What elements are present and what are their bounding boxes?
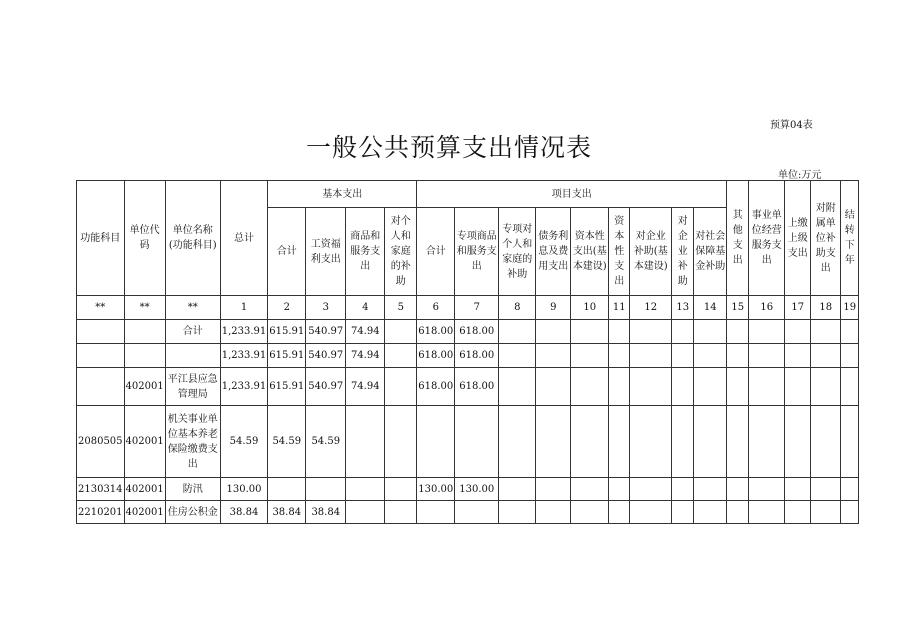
budget-table <box>76 180 859 524</box>
cell-project-sum: 618.00 <box>417 344 455 368</box>
index-cell: 7 <box>455 296 499 320</box>
cell-empty <box>385 320 417 344</box>
cell-special-goods: 618.00 <box>455 320 499 344</box>
cell-goods: 74.94 <box>346 368 385 406</box>
header-unit-code: 单位代码 <box>124 181 165 296</box>
cell-empty <box>785 368 811 406</box>
header-capital-basic: 资本性支出(基本建设) <box>571 208 609 296</box>
cell-total: 130.00 <box>220 478 268 501</box>
cell-empty <box>785 344 811 368</box>
header-capital: 资本性支出 <box>609 208 630 296</box>
header-special-goods: 专项商品和服务支出 <box>455 208 499 296</box>
cell-total: 1,233.91 <box>220 344 268 368</box>
header-total: 总计 <box>220 181 268 296</box>
unit-label: 单位:万元 <box>778 170 822 181</box>
cell-empty <box>571 368 609 406</box>
cell-empty <box>785 478 811 501</box>
cell-basic-sum: 38.84 <box>268 501 306 524</box>
cell-empty <box>385 368 417 406</box>
cell-empty <box>785 320 811 344</box>
header-carry-over: 结转下年 <box>841 181 859 296</box>
cell-empty <box>672 320 694 344</box>
cell-empty <box>811 368 841 406</box>
cell-empty <box>609 501 630 524</box>
cell-basic-sum: 615.91 <box>268 320 306 344</box>
cell-empty <box>609 320 630 344</box>
index-cell: 13 <box>672 296 694 320</box>
table-row <box>77 406 859 478</box>
cell-project-sum: 130.00 <box>417 478 455 501</box>
header-personal-subsidy: 对个人和家庭的补助 <box>385 208 417 296</box>
header-subsidiary: 对附属单位补助支出 <box>811 181 841 296</box>
cell-empty <box>727 478 749 501</box>
cell-func <box>77 368 125 406</box>
index-cell: 10 <box>571 296 609 320</box>
cell-empty <box>536 478 571 501</box>
cell-name: 防汛 <box>165 478 220 501</box>
index-cell: ** <box>77 296 125 320</box>
cell-empty <box>571 406 609 478</box>
cell-empty <box>609 406 630 478</box>
cell-empty <box>672 368 694 406</box>
cell-wage: 540.97 <box>306 368 346 406</box>
cell-project-sum: 618.00 <box>417 368 455 406</box>
cell-basic-sum <box>268 478 306 501</box>
cell-name <box>165 344 220 368</box>
index-cell: 16 <box>749 296 785 320</box>
cell-empty <box>385 344 417 368</box>
index-cell: 9 <box>536 296 571 320</box>
cell-empty <box>630 368 672 406</box>
cell-basic-sum: 615.91 <box>268 368 306 406</box>
cell-func: 2130314 <box>77 478 125 501</box>
cell-code: 402001 <box>124 478 165 501</box>
cell-special-goods: 618.00 <box>455 344 499 368</box>
header-other: 其他支出 <box>727 181 749 296</box>
cell-empty <box>571 320 609 344</box>
header-debt: 债务利息及费用支出 <box>536 208 571 296</box>
index-cell: 2 <box>268 296 306 320</box>
page-title: 一般公共预算支出情况表 <box>305 133 592 162</box>
cell-empty <box>727 501 749 524</box>
cell-empty <box>749 344 785 368</box>
cell-empty <box>499 478 536 501</box>
cell-empty <box>811 344 841 368</box>
cell-empty <box>630 501 672 524</box>
index-cell: 6 <box>417 296 455 320</box>
table-row <box>77 501 859 524</box>
cell-empty <box>749 368 785 406</box>
cell-code: 402001 <box>124 368 165 406</box>
cell-empty <box>811 406 841 478</box>
cell-special-goods: 130.00 <box>455 478 499 501</box>
index-row <box>77 296 859 320</box>
cell-empty <box>841 344 859 368</box>
header-basic-group: 基本支出 <box>268 181 417 208</box>
cell-name: 合计 <box>165 320 220 344</box>
cell-empty <box>841 501 859 524</box>
cell-wage: 540.97 <box>306 320 346 344</box>
cell-name: 平江县应急管理局 <box>165 368 220 406</box>
header-wage: 工资福利支出 <box>306 208 346 296</box>
cell-empty <box>811 320 841 344</box>
cell-empty <box>536 501 571 524</box>
cell-goods <box>346 478 385 501</box>
cell-empty <box>694 478 727 501</box>
cell-empty <box>536 320 571 344</box>
index-cell: 8 <box>499 296 536 320</box>
index-cell: 17 <box>785 296 811 320</box>
cell-empty <box>609 368 630 406</box>
cell-code <box>124 320 165 344</box>
cell-empty <box>571 344 609 368</box>
cell-special-goods <box>455 406 499 478</box>
cell-func <box>77 344 125 368</box>
cell-empty <box>499 320 536 344</box>
cell-code: 402001 <box>124 501 165 524</box>
header-unit-name: 单位名称(功能科目) <box>165 181 220 296</box>
cell-empty <box>499 406 536 478</box>
cell-goods: 74.94 <box>346 320 385 344</box>
cell-empty <box>672 478 694 501</box>
cell-empty <box>841 478 859 501</box>
cell-wage: 54.59 <box>306 406 346 478</box>
cell-empty <box>749 406 785 478</box>
table-row <box>77 478 859 501</box>
cell-empty <box>749 320 785 344</box>
table-row <box>77 344 859 368</box>
cell-goods <box>346 406 385 478</box>
cell-func: 2080505 <box>77 406 125 478</box>
cell-basic-sum: 54.59 <box>268 406 306 478</box>
cell-goods: 74.94 <box>346 344 385 368</box>
index-cell: 1 <box>220 296 268 320</box>
cell-empty <box>785 406 811 478</box>
index-cell: 14 <box>694 296 727 320</box>
cell-empty <box>727 368 749 406</box>
cell-func: 2210201 <box>77 501 125 524</box>
header-enterprise-basic: 对企业补助(基本建设) <box>630 208 672 296</box>
cell-empty <box>785 501 811 524</box>
cell-empty <box>630 478 672 501</box>
header-social-security: 对社会保障基金补助 <box>694 208 727 296</box>
cell-empty <box>499 368 536 406</box>
header-basic-sum: 合计 <box>268 208 306 296</box>
cell-project-sum <box>417 501 455 524</box>
header-goods: 商品和服务支出 <box>346 208 385 296</box>
index-cell: 19 <box>841 296 859 320</box>
header-func-code: 功能科目 <box>77 181 125 296</box>
index-cell: 15 <box>727 296 749 320</box>
cell-empty <box>749 501 785 524</box>
index-cell: 4 <box>346 296 385 320</box>
cell-empty <box>811 478 841 501</box>
cell-empty <box>609 344 630 368</box>
index-cell: 18 <box>811 296 841 320</box>
table-row <box>77 368 859 406</box>
cell-empty <box>749 478 785 501</box>
cell-empty <box>841 320 859 344</box>
cell-empty <box>630 344 672 368</box>
cell-empty <box>694 344 727 368</box>
index-cell: ** <box>165 296 220 320</box>
cell-code <box>124 344 165 368</box>
cell-project-sum: 618.00 <box>417 320 455 344</box>
cell-empty <box>571 478 609 501</box>
cell-wage: 540.97 <box>306 344 346 368</box>
cell-empty <box>694 368 727 406</box>
cell-empty <box>727 406 749 478</box>
cell-basic-sum: 615.91 <box>268 344 306 368</box>
cell-empty <box>536 406 571 478</box>
cell-total: 1,233.91 <box>220 320 268 344</box>
cell-empty <box>811 501 841 524</box>
cell-empty <box>727 344 749 368</box>
cell-special-goods <box>455 501 499 524</box>
cell-empty <box>727 320 749 344</box>
cell-code: 402001 <box>124 406 165 478</box>
cell-empty <box>694 501 727 524</box>
index-cell: 11 <box>609 296 630 320</box>
index-cell: 12 <box>630 296 672 320</box>
index-cell: ** <box>124 296 165 320</box>
cell-func <box>77 320 125 344</box>
header-project-group: 项目支出 <box>417 181 727 208</box>
cell-empty <box>499 501 536 524</box>
cell-empty <box>499 344 536 368</box>
index-cell: 3 <box>306 296 346 320</box>
cell-wage <box>306 478 346 501</box>
cell-empty <box>609 478 630 501</box>
cell-empty <box>841 406 859 478</box>
cell-empty <box>672 501 694 524</box>
cell-empty <box>694 406 727 478</box>
cell-empty <box>630 406 672 478</box>
index-cell: 5 <box>385 296 417 320</box>
cell-empty <box>630 320 672 344</box>
cell-empty <box>385 501 417 524</box>
table-row <box>77 320 859 344</box>
header-project-sum: 合计 <box>417 208 455 296</box>
header-upper-payment: 上缴上级支出 <box>785 181 811 296</box>
form-number: 预算04表 <box>770 120 813 131</box>
cell-empty <box>385 478 417 501</box>
cell-name: 机关事业单位基本养老保险缴费支出 <box>165 406 220 478</box>
header-enterprise: 对企业补助 <box>672 208 694 296</box>
cell-special-goods: 618.00 <box>455 368 499 406</box>
header-row-1 <box>77 181 859 208</box>
cell-empty <box>672 406 694 478</box>
cell-empty <box>694 320 727 344</box>
cell-empty <box>571 501 609 524</box>
cell-name: 住房公积金 <box>165 501 220 524</box>
cell-total: 54.59 <box>220 406 268 478</box>
cell-wage: 38.84 <box>306 501 346 524</box>
cell-empty <box>841 368 859 406</box>
header-special-personal: 专项对个人和家庭的补助 <box>499 208 536 296</box>
cell-project-sum <box>417 406 455 478</box>
cell-total: 1,233.91 <box>220 368 268 406</box>
cell-empty <box>385 406 417 478</box>
cell-empty <box>536 344 571 368</box>
cell-goods <box>346 501 385 524</box>
cell-empty <box>536 368 571 406</box>
cell-empty <box>672 344 694 368</box>
header-public-service: 事业单位经营服务支出 <box>749 181 785 296</box>
cell-total: 38.84 <box>220 501 268 524</box>
